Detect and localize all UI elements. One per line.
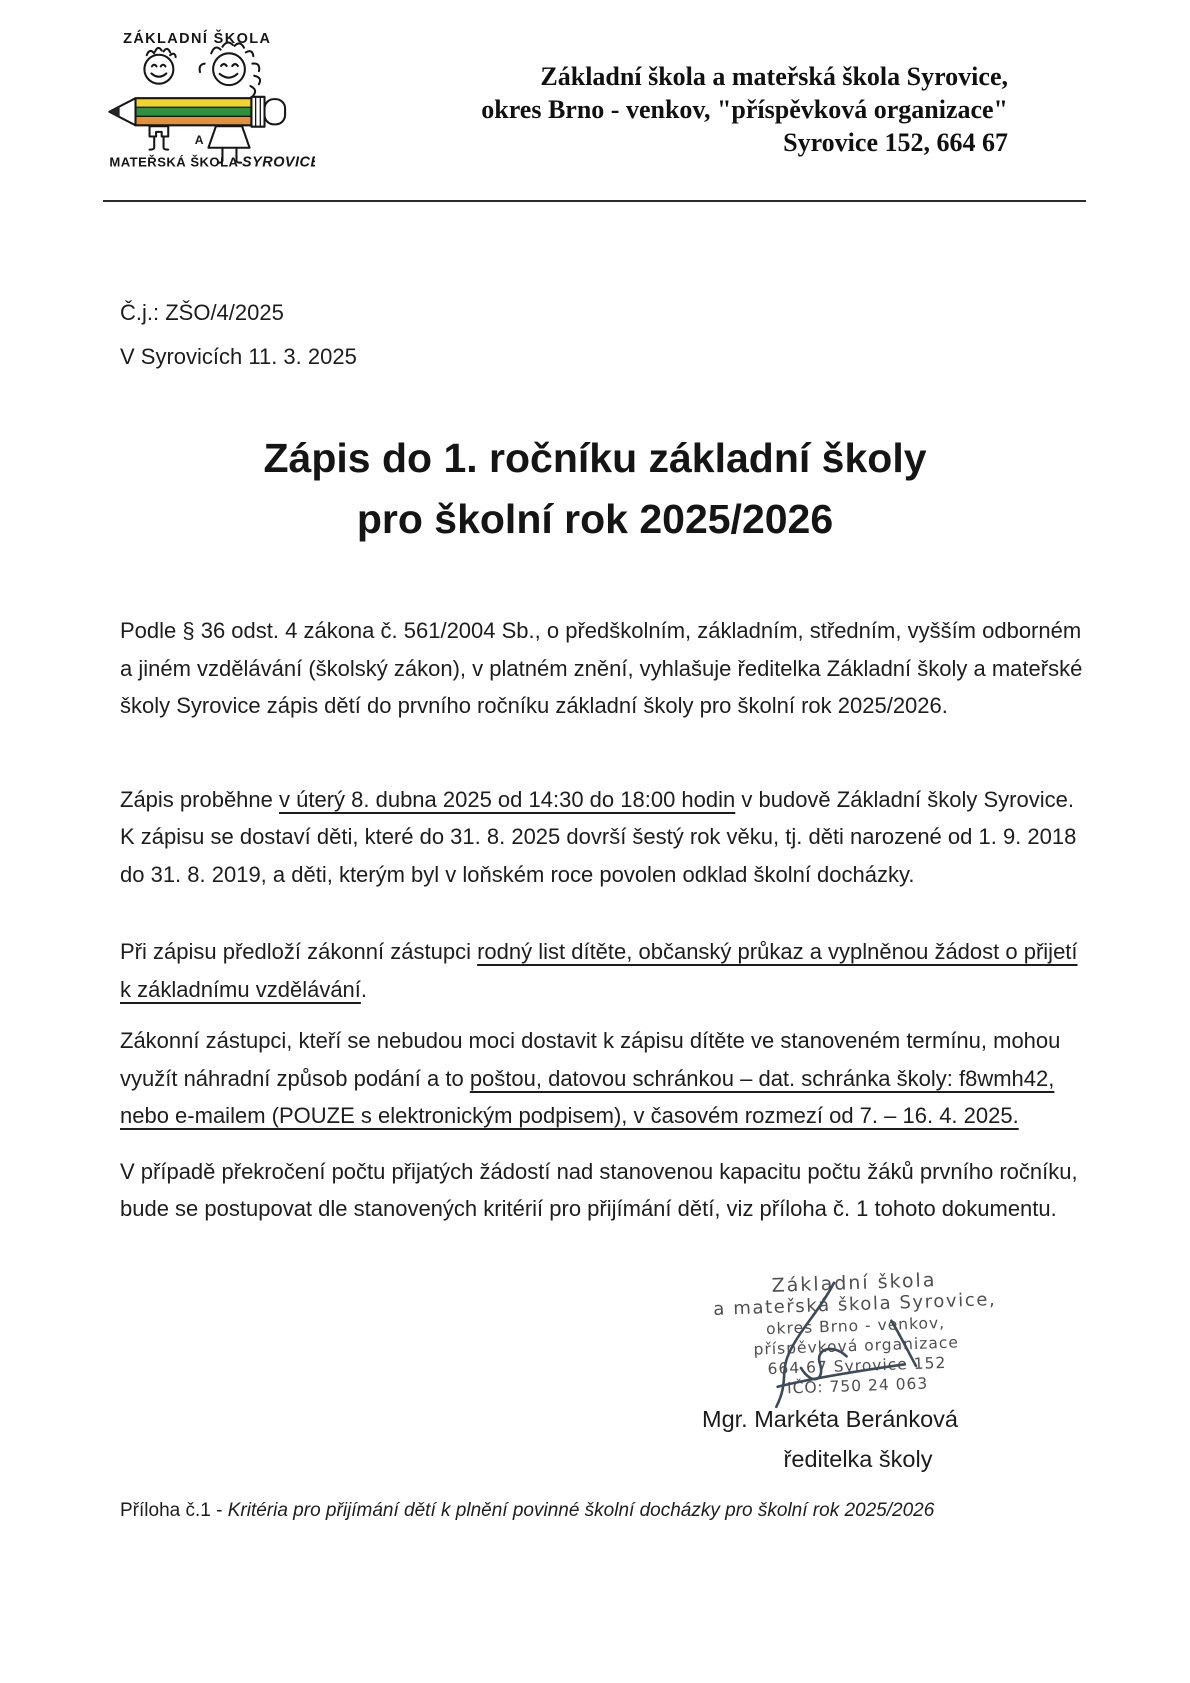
underlined-text: poštou, datovou schránkou – dat. schránka školy: f8wmh42, nebo e-mailem (POUZE s elektronickým podpisem), v časovém rozmezí od 7. – 16. 4. 2025. [120, 1065, 1055, 1128]
text-run: K zápisu se dostaví děti, které do 31. 8. 2025 dovrší šestý rok věku, tj. děti narozené od 1. 9. 2018 do 31. 8. 2019, a děti, kterým byl v loňském roce povolen odklad školní docházky. [120, 824, 1077, 887]
attachment-prefix: Příloha č.1 - [120, 1500, 228, 1521]
document-body [120, 612, 1090, 1228]
header-divider [103, 200, 1086, 202]
org-address-line: okres Brno - venkov, "příspěvková organizace" [481, 95, 1008, 124]
underlined-text: rodný list dítěte, občanský průkaz a vyplněnou žádost o přijetí k základnímu vzdělávání [120, 939, 1078, 1002]
stamp-line: příspěvková organizace [753, 1333, 960, 1359]
text-run: Zákonní zástupci, kteří se nebudou moci dostavit k zápisu dítěte ve stanoveném termínu, mohou využít náhradní způsob podání a to [120, 1028, 1061, 1091]
paragraph [120, 1153, 1090, 1228]
logo-bottom-text-regular: MATEŘSKÁ ŠKOLA [109, 154, 243, 170]
logo-pencil-ferrule [251, 97, 264, 127]
org-address-line: Základní škola a mateřská škola Syrovice, [540, 62, 1008, 91]
paragraph [120, 781, 1090, 894]
stamp-line: IČO: 750 24 063 [786, 1374, 929, 1398]
stamp [686, 1266, 1026, 1412]
logo-bottom-text [109, 154, 315, 170]
text-run: Podle § 36 odst. 4 zákona č. 561/2004 Sb., o předškolním, základním, středním, vyšším odborném a jiném vzdělávání (školský zákon), v platném znění, vyhlašuje ředitelka Základní školy a mateřské školy Syrovice zápis dětí do prvního ročníku základní školy pro školní rok 2025/2026. [120, 618, 1083, 718]
stamp-line: 664 67 Syrovice 152 [767, 1353, 947, 1379]
text-run: Zápis proběhne [120, 786, 279, 812]
logo-pencil-stripe-orange [136, 116, 252, 125]
logo-middle-letter: A [194, 133, 204, 147]
logo-pencil-stripe-yellow [136, 98, 252, 107]
logo-pencil-stripe-green [136, 107, 252, 116]
reference-number: Č.j.: ZŠO/4/2025 [120, 300, 284, 325]
underlined-text: v úterý 8. dubna 2025 od 14:30 do 18:00 hodin [279, 786, 736, 812]
stamp-line: a mateřská škola Syrovice, [712, 1289, 997, 1320]
logo-bottom-text-name: SYROVICE [242, 154, 315, 171]
text-run: V případě překročení počtu přijatých žádostí nad stanovenou kapacitu počtu žáků prvního ročníku, bude se postupovat dle stanovených kritérií pro přijímání dětí, viz příloha č. 1 tohoto dokumentu. [120, 1158, 1078, 1221]
org-address [481, 60, 1008, 159]
logo-girl-head [213, 53, 245, 85]
logo-boy-shorts [150, 126, 169, 136]
paragraph [120, 933, 1090, 1008]
logo-girl-dress [208, 126, 249, 148]
signatory-role: ředitelka školy [783, 1446, 933, 1472]
logo-top-text: ZÁKLADNÍ ŠKOLA [123, 31, 272, 48]
school-logo-drawing [100, 26, 315, 176]
paragraph [120, 612, 1090, 725]
stamp-line: Základní škola [771, 1269, 937, 1297]
attachment-note [120, 1500, 934, 1522]
logo-boy-legs [150, 137, 169, 150]
text-run: v budově Základní školy Syrovice. [735, 786, 1074, 812]
logo-boy-head [144, 55, 173, 84]
signatory-name: Mgr. Markéta Beránková [702, 1406, 958, 1432]
org-address-line: Syrovice 152, 664 67 [783, 128, 1008, 157]
place-and-date: V Syrovicích 11. 3. 2025 [120, 344, 357, 369]
document-title [0, 428, 1190, 550]
logo-pencil-eraser [265, 99, 286, 124]
logo-pencil [109, 97, 285, 127]
stamp-text [686, 1266, 1026, 1402]
text-run: . [360, 976, 368, 1002]
document-title-line1: Zápis do 1. ročníku základní školy [263, 435, 927, 481]
stamp-line: okres Brno - venkov, [765, 1313, 946, 1339]
attachment-title: Kritéria pro přijímání dětí k plnění povinné školní docházky pro školní rok 2025/2026 [227, 1500, 935, 1521]
school-logo [100, 26, 315, 176]
text-run: Při zápisu předloží zákonní zástupci [120, 939, 478, 964]
document-title-line2: pro školní rok 2025/2026 [356, 496, 834, 542]
paragraph [120, 1022, 1090, 1135]
